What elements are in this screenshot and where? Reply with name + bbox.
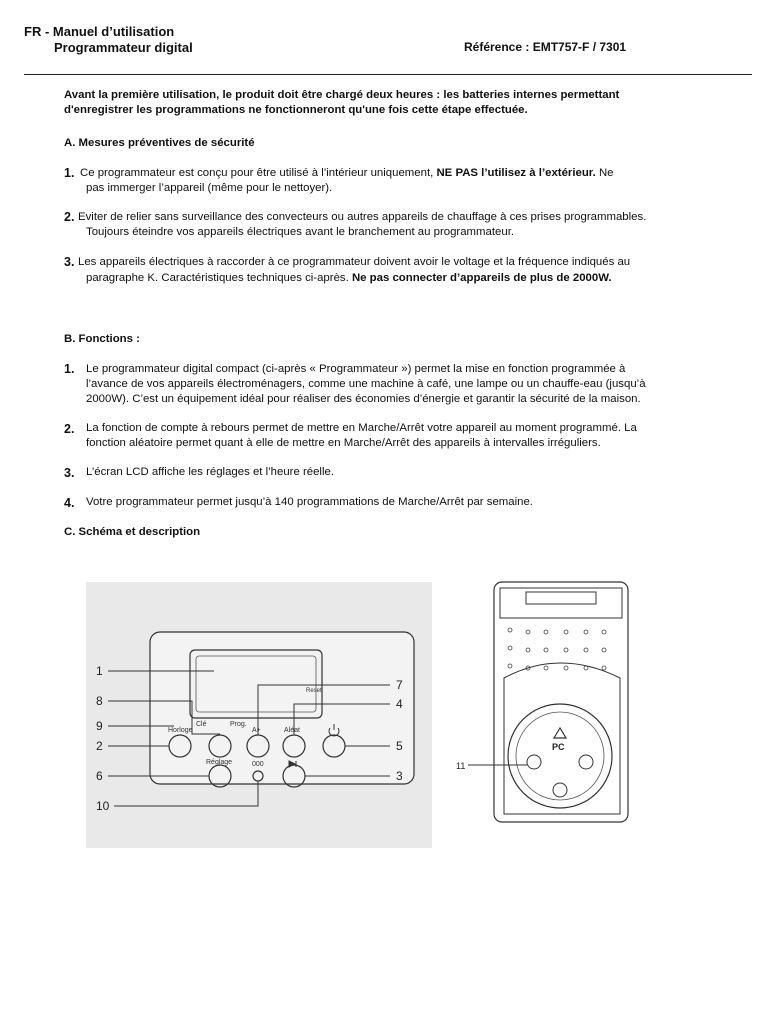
section-b-item-3-line-1: L’écran LCD affiche les réglages et l’heure réelle. (86, 466, 334, 478)
label-aplus: A+ (252, 727, 261, 734)
section-b-item-3-num: 3. (64, 466, 75, 480)
control-dot (508, 664, 512, 668)
callout-1: 1 (96, 664, 103, 678)
control-dot (564, 648, 568, 652)
text-span: Ce programmateur est conçu pour être utilisé à l’intérieur uniquement, (80, 167, 437, 179)
callout-7: 7 (396, 678, 403, 692)
top-lcd (526, 592, 596, 604)
front-panel-diagram (84, 580, 434, 850)
control-dot (508, 646, 512, 650)
header-title: FR - Manuel d’utilisation (24, 24, 175, 39)
section-b-item-4-line-1: Votre programmateur permet jusqu’à 140 programmations de Marche/Arrêt par semaine. (86, 496, 533, 508)
socket-outer-ring (508, 704, 612, 808)
socket-diagram (448, 578, 648, 828)
control-dot (602, 630, 606, 634)
socket-pc-label: PC (552, 742, 565, 752)
callout-4: 4 (396, 697, 403, 711)
callout-2: 2 (96, 739, 103, 753)
intro-line-1: Avant la première utilisation, le produit doit être chargé deux heures : les batteries internes permettant (64, 89, 620, 101)
control-dot (564, 666, 568, 670)
section-b-item-4-num: 4. (64, 496, 75, 510)
warning-text: NE PAS l’utilisez à l’extérieur. (436, 167, 596, 179)
socket-hole-right (579, 755, 593, 769)
label-horloge: Horloge (168, 727, 193, 734)
control-dot (544, 648, 548, 652)
callout-11: 11 (456, 761, 466, 771)
control-dots (508, 628, 606, 670)
section-a-item-2-line-1: Eviter de relier sans surveillance des convecteurs ou autres appareils de chauffage à ces prises programmables. (78, 211, 647, 223)
section-a-item-3-num: 3. (64, 255, 75, 269)
text-span: paragraphe K. Caractéristiques techniques ci-après. (86, 272, 352, 284)
callout-5: 5 (396, 739, 403, 753)
callout-6: 6 (96, 769, 103, 783)
text-span: Ne (595, 167, 614, 179)
control-dot (526, 648, 530, 652)
section-b-item-1-line-1: Le programmateur digital compact (ci-après « Programmateur ») permet la mise en fonction programmée à (86, 363, 626, 375)
label-zero: 000 (252, 761, 264, 768)
section-b-item-2-line-1: La fonction de compte à rebours permet de mettre en Marche/Arrêt votre appareil au moment programmé. La (86, 422, 637, 434)
section-c-title: C. Schéma et description (64, 526, 201, 538)
socket-hole-left (527, 755, 541, 769)
section-a-title: A. Mesures préventives de sécurité (64, 137, 255, 149)
control-dot (544, 630, 548, 634)
section-b-item-1-line-3: 2000W). C’est un équipement idéal pour réaliser des économies d’énergie et garantir la sécurité de la maison. (86, 393, 641, 405)
callout-8: 8 (96, 694, 103, 708)
control-dot (584, 630, 588, 634)
section-b-title: B. Fonctions : (64, 333, 140, 345)
header-reference: Référence : EMT757-F / 7301 (464, 40, 627, 54)
section-b-item-2-num: 2. (64, 422, 75, 436)
earth-pin (553, 783, 567, 797)
callout-3: 3 (396, 769, 403, 783)
section-a-item-2-line-2: Toujours éteindre vos appareils électriques avant le branchement au programmateur. (86, 226, 515, 238)
label-prog: Prog. (230, 721, 247, 728)
section-a-item-1-line-1 (80, 166, 614, 181)
header-divider (24, 74, 752, 75)
warning-text: Ne pas connecter d’appareils de plus de 2000W. (351, 272, 612, 284)
label-reset: Reset (306, 688, 322, 694)
section-b-item-2-line-2: fonction aléatoire permet quant à elle de mettre en Marche/Arrêt des appareils à intervalles irréguliers. (86, 437, 601, 449)
control-dot (584, 666, 588, 670)
section-b-item-1-line-2: l’avance de vos appareils électroménagers, comme une machine à café, une lampe ou un chauffe-eau (jusqu’à (86, 378, 646, 390)
control-dot (508, 628, 512, 632)
label-reglage: Réglage (206, 759, 233, 766)
control-dot (526, 630, 530, 634)
section-a-item-1-line-2: pas immerger l’appareil (même pour le nettoyer). (86, 182, 333, 194)
section-b-item-1-num: 1. (64, 362, 75, 376)
control-dot (602, 648, 606, 652)
control-dot (564, 630, 568, 634)
control-dot (544, 666, 548, 670)
callout-10: 10 (96, 799, 110, 813)
control-dot (602, 666, 606, 670)
label-aleat: Aléat (284, 727, 300, 734)
socket-inner-ring (516, 712, 604, 800)
section-a-item-1-num: 1. (64, 166, 75, 180)
section-a-item-3-line-2 (86, 271, 612, 286)
label-cle: Clé (196, 721, 207, 728)
recycle-icon (554, 728, 566, 738)
callout-9: 9 (96, 719, 103, 733)
header-subtitle: Programmateur digital (54, 40, 193, 55)
intro-line-2: d'enregistrer les programmations ne fonctionneront qu'une fois cette étape effectuée. (64, 104, 528, 116)
section-a-item-3-line-1: Les appareils électriques à raccorder à ce programmateur doivent avoir le voltage et la fréquence indiqués au (78, 256, 631, 268)
section-a-item-2-num: 2. (64, 210, 75, 224)
control-dot (584, 648, 588, 652)
